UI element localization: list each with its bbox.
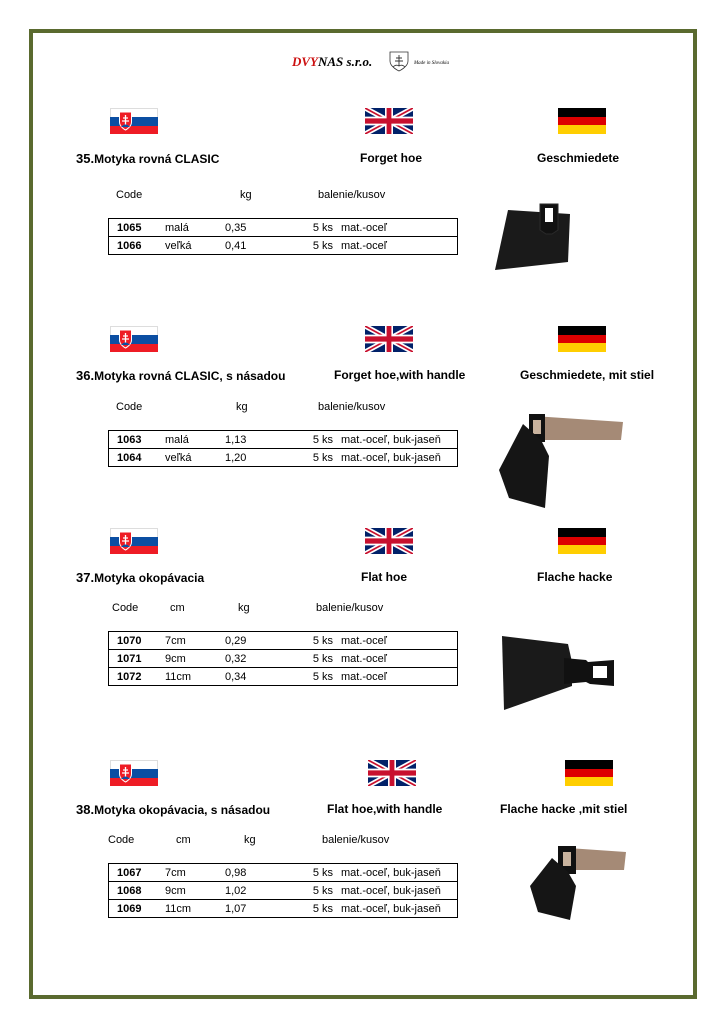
column-header-code: Code bbox=[112, 602, 139, 614]
hoe-with-handle-image bbox=[495, 410, 625, 512]
column-header-code: Code bbox=[116, 189, 143, 201]
product-title-en: Flat hoe bbox=[361, 570, 408, 584]
table-row: 1070 7cm 0,29 5 ks mat.-oceľ bbox=[109, 632, 458, 650]
german-flag-icon bbox=[558, 528, 606, 554]
product-title-en: Forget hoe bbox=[360, 151, 422, 165]
product-table bbox=[108, 863, 458, 918]
column-header-package: balenie/kusov bbox=[316, 602, 384, 614]
product-table bbox=[108, 430, 458, 467]
flat-hoe-image bbox=[498, 634, 616, 714]
forged-hoe-image bbox=[490, 200, 580, 275]
column-header-kg: kg bbox=[240, 189, 252, 201]
made-in-label: Made in Slovakia bbox=[414, 61, 449, 66]
table-row: 1069 11cm 1,07 5 ks mat.-oceľ, buk-jaseň bbox=[109, 900, 458, 918]
uk-flag-icon bbox=[365, 326, 413, 352]
product-title-de: Geschmiedete bbox=[537, 151, 620, 165]
table-row: 1063 malá 1,13 5 ks mat.-oceľ, buk-jaseň bbox=[109, 431, 458, 449]
product-title-sk: 37.Motyka okopávacia bbox=[76, 570, 205, 585]
table-row: 1068 9cm 1,02 5 ks mat.-oceľ, buk-jaseň bbox=[109, 882, 458, 900]
column-header-kg: kg bbox=[244, 834, 256, 846]
product-title-sk: 38.Motyka okopávacia, s násadou bbox=[76, 802, 271, 817]
flat-hoe-with-handle-image bbox=[528, 842, 628, 924]
column-header-package: balenie/kusov bbox=[318, 189, 386, 201]
column-header-code: Code bbox=[116, 401, 143, 413]
table-row: 1065 malá 0,35 5 ks mat.-oceľ bbox=[109, 219, 458, 237]
product-title-en: Flat hoe,with handle bbox=[327, 802, 443, 816]
german-flag-icon bbox=[565, 760, 613, 786]
product-title-en: Forget hoe,with handle bbox=[334, 368, 466, 382]
column-header-code: Code bbox=[108, 834, 135, 846]
product-title-de: Geschmiedete, mit stiel bbox=[520, 368, 655, 382]
column-header-cm: cm bbox=[176, 834, 191, 846]
uk-flag-icon bbox=[365, 108, 413, 134]
column-header-kg: kg bbox=[238, 602, 250, 614]
page-header bbox=[0, 50, 724, 76]
table-row: 1066 veľká 0,41 5 ks mat.-oceľ bbox=[109, 237, 458, 255]
slovak-flag-icon bbox=[110, 760, 158, 786]
product-title-sk: 36.Motyka rovná CLASIC, s násadou bbox=[76, 368, 286, 383]
brand-name: DVYNAS s.r.o. bbox=[292, 54, 373, 69]
uk-flag-icon bbox=[365, 528, 413, 554]
product-title-de: Flache hacke bbox=[537, 570, 613, 584]
uk-flag-icon bbox=[368, 760, 416, 786]
product-table bbox=[108, 218, 458, 255]
german-flag-icon bbox=[558, 326, 606, 352]
german-flag-icon bbox=[558, 108, 606, 134]
product-table bbox=[108, 631, 458, 686]
column-header-cm: cm bbox=[170, 602, 185, 614]
column-header-package: balenie/kusov bbox=[322, 834, 390, 846]
slovak-flag-icon bbox=[110, 108, 158, 134]
coat-of-arms-icon bbox=[388, 50, 410, 72]
table-row: 1067 7cm 0,98 5 ks mat.-oceľ, buk-jaseň bbox=[109, 864, 458, 882]
table-row: 1072 11cm 0,34 5 ks mat.-oceľ bbox=[109, 668, 458, 686]
product-title-sk: 35.Motyka rovná CLASIC bbox=[76, 151, 220, 166]
product-title-de: Flache hacke ,mit stiel bbox=[500, 802, 628, 816]
slovak-flag-icon bbox=[110, 326, 158, 352]
column-header-kg: kg bbox=[236, 401, 248, 413]
table-row: 1071 9cm 0,32 5 ks mat.-oceľ bbox=[109, 650, 458, 668]
slovak-flag-icon bbox=[110, 528, 158, 554]
table-row: 1064 veľká 1,20 5 ks mat.-oceľ, buk-jaseň bbox=[109, 449, 458, 467]
column-header-package: balenie/kusov bbox=[318, 401, 386, 413]
